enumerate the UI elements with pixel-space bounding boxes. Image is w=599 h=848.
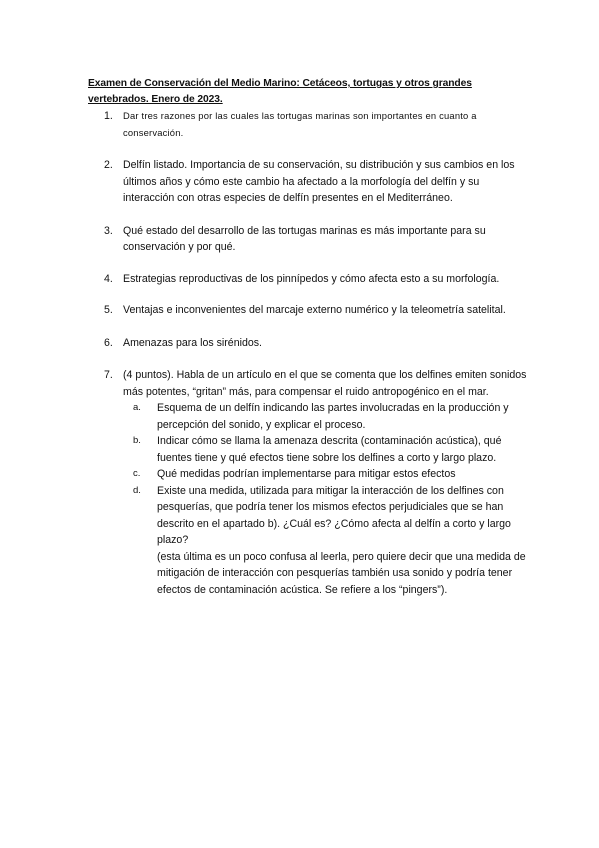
question-number: 4. [104,272,113,285]
subquestion-text: Existe una medida, utilizada para mitigar la interacción de los delfines con pesquerías, que podría tener los mismos efectos perjudiciales que se han descrito en el apartado b). ¿Cuál es? ¿Cómo afecta al delfín a corto y largo plazo? [157,484,511,546]
question-text: Ventajas e inconvenientes del marcaje externo numérico y la teleometría satelital. [123,304,506,316]
question-text: (4 puntos). Habla de un artículo en el que se comenta que los delfines emiten sonidos más potentes, “gritan” más, para compensar el ruido antropogénico en el mar. [123,369,527,398]
subquestion-letter: c. [133,468,141,479]
subquestion-item [123,433,528,466]
subquestion-text: Esquema de un delfín indicando las partes involucradas en la producción y percepción del sonido, y explicar el proceso. [157,402,509,431]
question-item [88,367,528,598]
question-text: Qué estado del desarrollo de las tortugas marinas es más importante para su conservación y por qué. [123,224,486,253]
question-item [88,223,528,256]
subquestion-item [123,400,528,433]
question-text: Amenazas para los sirénidos. [123,336,262,349]
question-text: Delfín listado. Importancia de su conservación, su distribución y sus cambios en los últimos años y cómo este cambio ha afectado a la morfología del delfín y su interacción con otras especies de delfín presentes en el Mediterráneo. [123,159,515,204]
subquestion-letter: b. [133,435,141,446]
question-number: 1. [104,110,113,122]
document-title: Examen de Conservación del Medio Marino: Cetáceos, tortugas y otros grandes vertebrados. Enero de 2023. [88,78,472,105]
question-number: 7. [104,369,113,381]
question-item [88,271,528,288]
question-item [88,335,528,352]
subquestion-list [123,400,528,598]
question-item [88,302,528,319]
subquestion-letter: a. [133,402,141,413]
question-text: Dar tres razones por las cuales las tortugas marinas son importantes en cuanto a conservación. [123,110,477,138]
question-number: 5. [104,304,113,316]
subquestion-item [123,466,528,483]
question-number: 3. [104,224,113,237]
question-list [88,108,528,598]
subquestion-text: Indicar cómo se llama la amenaza descrita (contaminación acústica), qué fuentes tiene y qué efectos tiene sobre los delfines a corto y largo plazo. [157,435,502,464]
subquestion-text: Qué medidas podrían implementarse para mitigar estos efectos [157,468,456,480]
question-number: 6. [104,336,113,349]
question-number: 2. [104,159,113,171]
question-item [88,157,528,207]
subquestion-item [123,483,528,599]
subquestion-note: (esta última es un poco confusa al leerla, pero quiere decir que una medida de mitigación de interacción con pesquerías también usa sonido y podría tener efectos de contaminación acústica. Se refiere a los “pingers”). [157,550,526,596]
question-item [88,108,528,141]
question-text: Estrategias reproductivas de los pinnípedos y cómo afecta esto a su morfología. [123,272,500,285]
subquestion-letter: d. [133,484,141,496]
